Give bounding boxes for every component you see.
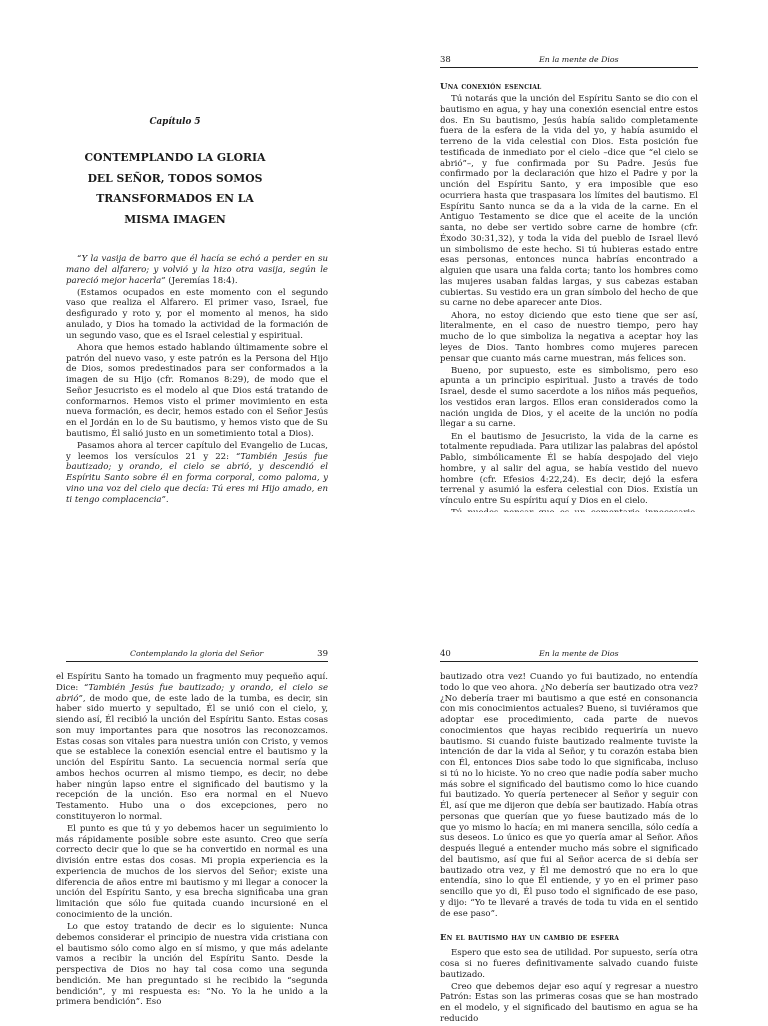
page-right-top [384, 0, 768, 512]
running-title: En la mente de Dios [539, 55, 619, 64]
epigraph-paragraph [66, 254, 328, 286]
page-body [440, 672, 698, 1026]
paragraph: En el bautismo de Jesucristo, la vida de la carne es totalmente repudiada. Para utilizar las palabras del apóstol Pablo, simbólicamente Él se había despojado del viejo hombre, y al salir del agua, se había vestido del nuevo hombre (cfr. Efesios 4:22,24). Es decir, dejó la esfera terrenal y asumió la esfera celestial con Dios. Existía un vínculo entre Su espíritu aquí y Dios en el cielo. [440, 431, 698, 507]
paragraph [66, 441, 328, 506]
paragraph: Bueno, por supuesto, este es simbolismo, pero eso apunta a un principio espiritual. Justo a través de todo Israel, desde el sumo sacerdote a los niños más pequeños, los vestidos eran largos. Ellos eran considerados como la nación ungida de Dios, y el aceite de la unción no podía llegar a su carne. [440, 365, 698, 430]
page-right-bottom [384, 512, 768, 1024]
paragraph: Lo que estoy tratando de decir es lo siguiente: Nunca debemos considerar el principio de nuestra vida cristiana con el bautismo sólo como algo en sí mismo, y que más adelante vamos a recibir la unción del Espíritu Santo. Desde la perspectiva de Dios no hay tal cosa como una segunda bendición. Me han preguntado si he recibido la “segunda bendición”, y mi respuesta es: “No. Yo la he unido a la primera bendición”. Eso [56, 922, 328, 1008]
header-rule [440, 67, 698, 68]
paragraph: Creo que debemos dejar eso aquí y regresar a nuestro Patrón: Estas son las primeras cosas que se han mostrado en el modelo, y el significado del bautismo en agua se ha reducido [440, 981, 698, 1024]
section-heading: Una conexión esencial [440, 82, 542, 92]
header-rule [66, 661, 328, 662]
paragraph-text: Pasamos ahora al tercer capítulo del Evangelio de Lucas, y leemos los versículos 21 y 22: [66, 440, 328, 462]
scripture-quote: “También Jesús fue bautizado; y orando, el cielo se abrió, y descendió el Espíritu Santo sobre él en forma corporal, como paloma, y vino una voz del cielo que decía: Tú eres mi Hijo amado, en ti tengo complacencia” [66, 451, 328, 505]
paragraph [56, 672, 328, 823]
paragraph-text: el Espíritu Santo ha tomado un fragmento muy pequeño aquí. Dice: [56, 672, 328, 693]
header-rule [440, 661, 698, 662]
page-number: 39 [317, 649, 328, 659]
running-title: Contemplando la gloria del Señor [130, 649, 264, 658]
page-number: 38 [440, 55, 451, 65]
paragraph: Espero que esto sea de utilidad. Por supuesto, sería otra cosa si no fueres definitivamente salvado cuando fuiste bautizado. [440, 948, 698, 980]
paragraph: bautizado otra vez! Cuando yo fui bautizado, no entendía todo lo que veo ahora. ¿No debería ser bautizado otra vez? ¿No debería traer mi bautismo a que esté en consonancia con mis conocimientos actuales? Bueno, si tuviéramos que adoptar ese procedimiento, cada parte de nuevos conocimientos que hayas recibido requeriría un nuevo bautismo. Si cuando fuiste bautizado realmente tuviste la intención de dar la vida al Señor, y tu corazón estaba bien con Él, entonces Dios sabe todo lo que significaba, incluso si tú no lo hiciste. Yo no creo que nadie podía saber mucho más sobre el significado del bautismo como lo hice cuando fui bautizado. Yo quería pertenecer al Señor y seguir con Él, así que me dijeron que debía ser bautizado. Había otras personas que querían que yo fuese bautizado más de lo que yo mismo lo hacía; en mi manera sencilla, sólo cedía a sus deseos. Lo único es que yo quería amar al Señor. Años después llegué a entender mucho más sobre el significado del bautismo, así que fui al Señor acerca de si debía ser bautizado otra vez, y Él me demostró que no era lo que entendía, sino lo que Él entiende, y yo en el primer paso sencillo que yo di, Él puso todo el significado de ese paso, y dijo: “Yo te llevaré a través de toda tu vida en el sentido de ese paso”. [440, 672, 698, 919]
epigraph-reference: (Jeremías 18:4). [165, 275, 238, 286]
page-left-bottom [0, 512, 384, 1024]
paragraph: Tú notarás que la unción del Espíritu Santo se dio con el bautismo en agua, y hay una conexión esencial entre estos dos. En Su bautismo, Jesús había salido completamente fuera de la esfera de la vida del yo, y había asumido el terreno de la vida celestial con Dios. Esta posición fue testificada de inmediato por el cielo –dice que “el cielo se abrió”–, y fue confirmada por Su Padre. Jesús fue confirmado por la declaración que hizo el Padre y por la unción del Espíritu Santo, y era imposible que eso ocurriera hasta que traspasara los límites del bautismo. El Espíritu Santo nunca se da a la vida de la carne. En el Antiguo Testamento se dice que el aceite de la unción santa, no debe ser vertido sobre carne de hombre (cfr. Éxodo 30:31,32), y toda la vida del pueblo de Israel llevó un simbolismo de este hecho. Si tú hubieras estado entre esas personas, entonces nunca habrías encontrado a alguien que usara una falda corta; tanto los hombres como las mujeres usaban faldas largas, y sus cabezas estaban cubiertas. Su vestido era un gran símbolo del hecho de que su carne no debe aparecer ante Dios. [440, 94, 698, 309]
running-title: En la mente de Dios [539, 649, 619, 658]
paragraph: El punto es que tú y yo debemos hacer un seguimiento lo más rápidamente posible sobre este asunto. Creo que sería correcto decir que lo que se ha convertido en normal es una división entre estas dos cosas. Mi propia experiencia es la experiencia de muchos de los siervos del Señor; existe una diferencia de años entre mi bautismo y mi llegar a conocer la unción del Espíritu Santo, y esa brecha significaba una gran limitación que sólo fue quitada cuando incursioné en el conocimiento de la unción. [56, 823, 328, 920]
page-body [440, 82, 698, 531]
paragraph: Ahora, no estoy diciendo que esto tiene que ser así, literalmente, en el caso de nuestro tiempo, pero hay mucho de lo que simboliza la negativa a aceptar hoy las leyes de Dios. Tanto hombres como mujeres parecen pensar que cuanto más carne muestran, más felices son. [440, 310, 698, 364]
chapter-label: Capítulo 5 [149, 117, 201, 127]
paragraph: (Estamos ocupados en este momento con el segundo vaso que realiza el Alfarero. El primer vaso, Israel, fue desfigurado y roto y, por el momento al menos, ha sido anulado, y Dios ha tomado la actividad de la formación de un segundo vaso, que es el Israel celestial y espiritual. [66, 287, 328, 341]
page-left-top [0, 0, 384, 512]
scripture-quote: “También Jesús fue bautizado; y orando, el cielo se abrió” [56, 682, 329, 704]
epigraph-quote: “Y la vasija de barro que él hacía se echó a perder en su mano del alfarero; y volvió y la hizo otra vasija, según le pareció mejor hacerla” [66, 254, 328, 286]
paragraph: Ahora que hemos estado hablando últimamente sobre el patrón del nuevo vaso, y este patrón es la Persona del Hijo de Dios, somos predestinados para ser conformados a la imagen de su Hijo (cfr. Romanos 8:29), de modo que el Señor Jesucristo es el modelo al que Dios está tratando de conformarnos. Hemos visto el primer movimiento en esta nueva formación, es decir, hemos estado con el Señor Jesús en el Jordán en lo de Su bautismo, y hemos visto que de Su bautismo, Él salió justo en un sometimiento total a Dios). [66, 342, 328, 439]
page-body [66, 254, 328, 507]
paragraph-text: , de modo que, de este lado de la tumba, es decir, sin haber sido muerto y sepultado, Él se unió con el cielo, y, siendo así, Él recibió la unción del Espíritu Santo. Estas cosas son muy importantes para que nosotros las reconozcamos. Estas cosas son vitales para nuestra unión con Cristo, y vemos que se establece la conexión esencial entre el bautismo y la unción del Espíritu Santo. La secuencia normal sería que ambos hechos ocurren al mismo tiempo, es decir, no debe haber ningún lapso entre el significado del bautismo y la recepción de la unción. Eso era normal en el Nuevo Testamento. Hubo una o dos excepciones, pero no constituyeron lo normal. [56, 693, 328, 822]
section-heading: En el bautismo hay un cambio de esfera [440, 933, 620, 944]
page-body [56, 672, 328, 1009]
page-number: 40 [440, 649, 451, 659]
chapter-title: CONTEMPLANDO LA GLORIA DEL SEÑOR, TODOS SOMOS TRANSFORMADOS EN LA MISMA IMAGEN [84, 151, 266, 226]
paragraph-end: . [165, 494, 169, 505]
